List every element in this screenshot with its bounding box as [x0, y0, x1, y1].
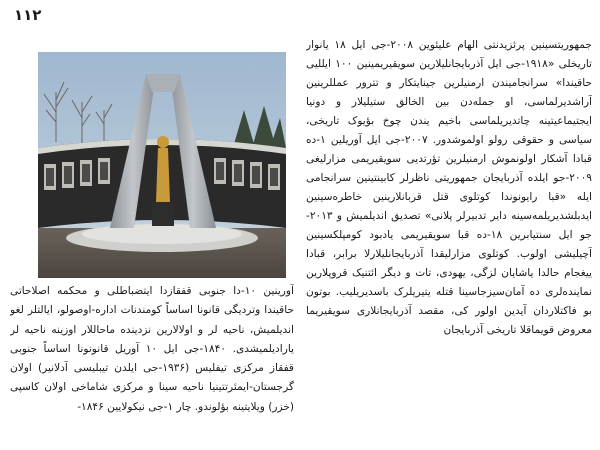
left-text-column: آورینین ۱۰-دا جنوبی قفقازدا ایتضباطلی و محکمه اصلاحاتی حاقیندا وتردیگی قانونا اساساً کومندنات اداره-اوصولو، ایالتلر لغو اندیلمیش، ناحیه لر و اولالارین نزدینده ماحاللار اوزینه ناحیه لر یارادیلمیشدی. ۱۸۴۰-جی ایل ۱۰ آوریل قانونونا اساساً جنوبی قفقاز مرکزی تیفلیس (۱۹۳۶-جی ایلدن تیبلیسی آدلانیر) اولان گرجستان-ایمئرتتینیا ناحیه سینا و مرکزی شاماخی اولان کاسپی (خزر) ویلایتینه بؤلوندو. چار ۱-جی نیکولایین ۱۸۴۶-	[10, 285, 294, 413]
page-number: ۱۱۲	[14, 6, 42, 24]
right-text-column: جمهوریتسینین پرئزیدنتی الهام علیئوین ۲۰۰۸-جی ایل ۱۸ یانوار تاریخلی «۱۹۱۸-جی ایل آذربایجانلیلارین سویقیریمینین ۱۰۰ ایللیی حاقیندا» سرانجامیندن ارمنیلرین جینایتکار و تترور عمللرینین آراشدیرلماسی، او جمله‌دن بین الخالق ستیلیلار و دونیا ایجتیماعیتینه چاتدیریلماسی باخیم یندن چوخ بؤیوک تاریخی، سیاسی و حقوقی رولو اولموشدور. ۲۰۰۷-جی ایل آوریلین ۱-ده قبادا آشکار اولونموش ارمنیلرین تؤرتدیی سویقیریمی مزارلیغی ۲۰۰۹-جو ایلده آذربایجان جمهوریتی ناظرلر کابینتینین سرانجامی ایله «قبا رایونوندا کوتلوی قتل قربانلارینین خاطره‌سینین ایدبلشدیریلمه‌سینه دایر تدبیرلر پلانی» تصدیق اندیلمیش و ۲۰۱۳-جو ایل سنتیابرین ۱۸-ده قبا سویقیریمی یادبود کومپلکسینین آچیلیشی اولوب. کوتلوی مزارلیقدا آذربایجانلیلارلا برابر، قبادا ییغجام حالدا یاشایان لزگی، یهودی، تات و دیگر ائتنیک قروپلارین نماینده‌لری ده آمان‌سیزجاسینا قتله یتیریلرک باسدیریلیب. بوتون بو فاکتلاردان آیدین اولور کی، مقصد آذربایجانلاری سویقیریما معروض قویماقلا تاریخی آذربایجان	[306, 39, 592, 336]
memorial-photo	[38, 52, 286, 278]
